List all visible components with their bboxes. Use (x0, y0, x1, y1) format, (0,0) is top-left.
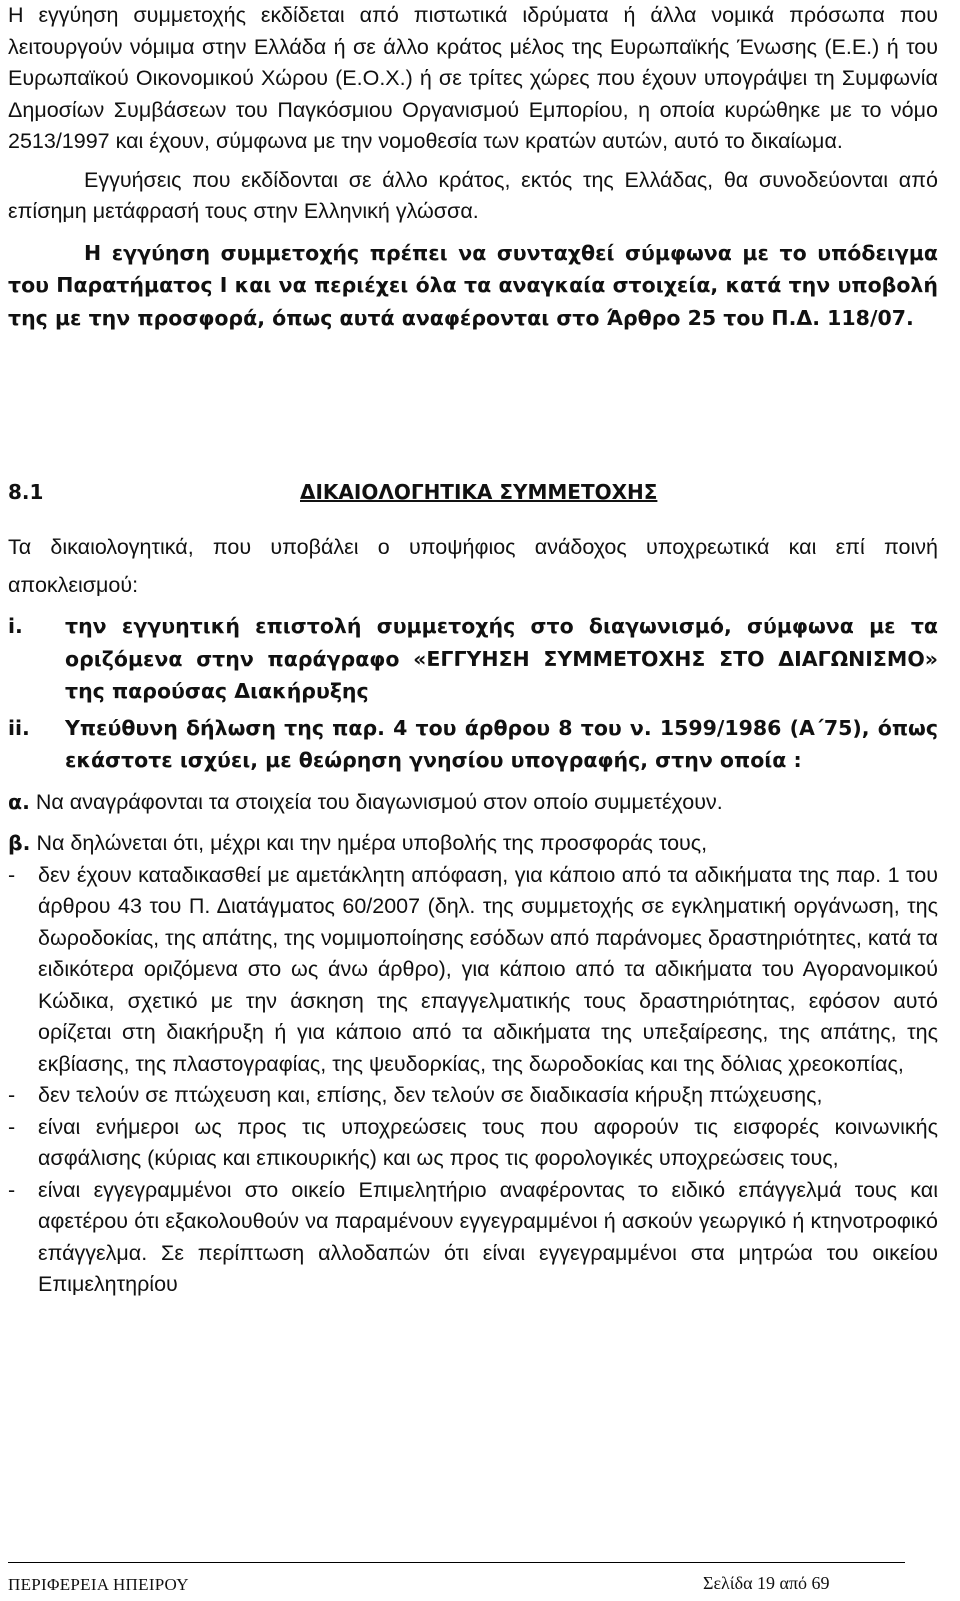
section-heading (8, 480, 938, 510)
letter-marker: β. (8, 831, 31, 855)
list-item-ii (8, 712, 938, 777)
list-item-text: δεν τελούν σε πτώχευση και, επίσης, δεν τελούν σε διαδικασία κήρυξη πτώχευσης, (38, 1083, 823, 1107)
list-marker: i. (8, 614, 23, 638)
paragraph-guarantee-template: Η εγγύηση συμμετοχής πρέπει να συνταχθεί σύμφωνα με το υπόδειγμα του Παρατήματος Ι και να περιέχει όλα τα αναγκαία στοιχεία, κατά την υποβολή της με την προσφορά, όπως αυτά αναφέρονται στο Άρθρο 25 του Π.Δ. 118/07. (8, 240, 938, 330)
letter-item-a (8, 787, 938, 819)
letter-item-text: Να δηλώνεται ότι, μέχρι και την ημέρα υποβολής της προσφοράς τους, (30, 831, 708, 855)
list-item (8, 1175, 938, 1301)
list-item-text: την εγγυητική επιστολή συμμετοχής στο διαγωνισμό, σύμφωνα με τα οριζόμενα στην παράγραφο «ΕΓΓΥΗΣΗ ΣΥΜΜΕΤΟΧΗΣ ΣΤΟ ΔΙΑΓΩΝΙΣΜΟ» της παρούσας Διακήρυξης (65, 614, 938, 703)
dash-marker: - (8, 862, 16, 887)
section-intro: Τα δικαιολογητικά, που υποβάλει ο υποψήφιος ανάδοχος υποχρεωτικά και επί ποινή αποκλεισμού: (8, 535, 938, 597)
dash-marker: - (8, 1177, 16, 1202)
body-text-block (8, 0, 938, 334)
section-title: ΔΙΚΑΙΟΛΟΓΗΤΙΚΑ ΣΥΜΜΕΤΟΧΗΣ (300, 480, 658, 504)
letter-item-b (8, 828, 938, 860)
letter-item-text: Να αναγράφονται τα στοιχεία του διαγωνισμού στον οποίο συμμετέχουν. (29, 789, 723, 814)
dash-list (8, 860, 938, 1301)
list-marker: ii. (8, 715, 30, 740)
section-content (8, 528, 938, 1301)
list-item-text: Υπεύθυνη δήλωση της παρ. 4 του άρθρου 8 του ν. 1599/1986 (Α΄75), όπως εκάστοτε ισχύει, με θεώρηση γνησίου υπογραφής, στην οποία : (65, 715, 938, 772)
section-number: 8.1 (8, 480, 44, 504)
letter-marker: α. (8, 789, 30, 814)
list-item-i (8, 610, 938, 708)
roman-list (8, 610, 938, 777)
paragraph-translation: Εγγυήσεις που εκδίδονται σε άλλο κράτος, εκτός της Ελλάδας, θα συνοδεύονται από επίσημη μετάφρασή τους στην Ελληνική γλώσσα. (8, 167, 938, 223)
list-item-text: δεν έχουν καταδικασθεί με αμετάκλητη απόφαση, για κάποιο από τα αδικήματα της παρ. 1 του άρθρου 43 του Π. Διατάγματος 60/2007 (δηλ. της συμμετοχής σε εγκληματική οργάνωση, της δωροδοκίας, της απάτης, της νομιμοποίησης εσόδων από παράνομες δραστηριότητες, κατά τα ειδικότερα οριζόμενα στο ως άνω άρθρο), για κάποιο από τα αδικήματα του Αγορανομικού Κώδικα, σχετικό με την άσκηση της επαγγελματικής τους δραστηριότητας, εφόσον αυτό ορίζεται στη διακήρυξη ή για κάποιο από τα αδικήματα της υπεξαίρεσης, της απάτης, της εκβίασης, της πλαστογραφίας, της ψευδορκίας, της δωροδοκίας και της δόλιας χρεοκοπίας, (38, 862, 938, 1076)
paragraph-guarantee-issuers: Η εγγύηση συμμετοχής εκδίδεται από πιστωτικά ιδρύματα ή άλλα νομικά πρόσωπα που λειτουργούν νόμιμα στην Ελλάδα ή σε άλλο κράτος μέλος της Ευρωπαϊκής Ένωσης (Ε.Ε.) ή του Ευρωπαϊκού Οικονομικού Χώρου (Ε.Ο.Χ.) ή σε τρίτες χώρες που έχουν υπογράψει τη Συμφωνία Δημοσίων Συμβάσεων του Παγκόσμιου Οργανισμού Εμπορίου, η οποία κυρώθηκε με το νόμο 2513/1997 και έχουν, σύμφωνα με την νομοθεσία των κρατών αυτών, αυτό το δικαίωμα. (8, 3, 938, 153)
footer-page-number: Σελίδα 19 από 69 (703, 1573, 830, 1593)
list-item-text: είναι εγγεγραμμένοι στο οικείο Επιμελητήριο αναφέροντας το ειδικό επάγγελμά τους και αφετέρου ότι εξακολουθούν να παραμένουν εγγεγραμμένοι ή ασκούν γεωργικό ή κτηνοτροφικό επάγγελμα. Σε περίπτωση αλλοδαπών ότι είναι εγγεγραμμένοι στα μητρώα του οικείου Επιμελητηρίου (38, 1177, 938, 1296)
list-item (8, 860, 938, 1081)
footer-organization: ΠΕΡΙΦΕΡΕΙΑ ΗΠΕΙΡΟΥ (8, 1575, 189, 1594)
list-item (8, 1112, 938, 1175)
list-item (8, 1080, 938, 1112)
dash-marker: - (8, 1114, 16, 1139)
list-item-text: είναι ενήμεροι ως προς τις υποχρεώσεις τους που αφορούν τις εισφορές κοινωνικής ασφάλισης (κύριας και επικουρικής) και ως προς τις φορολογικές υποχρεώσεις τους, (38, 1114, 938, 1170)
footer-divider (8, 1562, 905, 1563)
dash-marker: - (8, 1083, 16, 1107)
